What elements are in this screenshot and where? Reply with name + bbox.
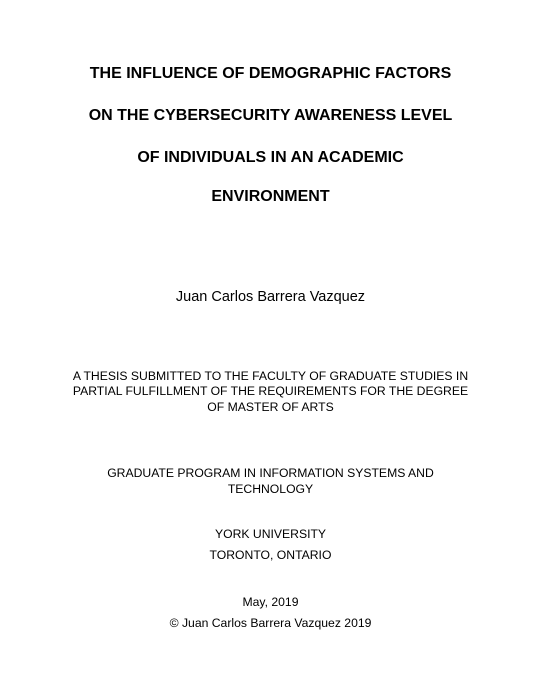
copyright-notice: © Juan Carlos Barrera Vazquez 2019 bbox=[169, 616, 372, 630]
program-line-2: TECHNOLOGY bbox=[227, 482, 314, 496]
title-line-2: ON THE CYBERSECURITY AWARENESS LEVEL bbox=[88, 107, 453, 124]
statement-line-2: PARTIAL FULFILLMENT OF THE REQUIREMENTS FOR THE DEGREE bbox=[72, 384, 469, 398]
title-line-1: THE INFLUENCE OF DEMOGRAPHIC FACTORS bbox=[89, 65, 452, 82]
title-line-4: ENVIRONMENT bbox=[211, 188, 330, 205]
statement-line-1: A THESIS SUBMITTED TO THE FACULTY OF GRADUATE STUDIES IN bbox=[72, 369, 469, 383]
submission-date: May, 2019 bbox=[242, 595, 299, 609]
program-line-1: GRADUATE PROGRAM IN INFORMATION SYSTEMS AND bbox=[107, 466, 434, 480]
statement-line-3: OF MASTER OF ARTS bbox=[207, 400, 334, 414]
university-location: TORONTO, ONTARIO bbox=[209, 548, 332, 562]
author-name: Juan Carlos Barrera Vazquez bbox=[175, 289, 366, 305]
university-name: YORK UNIVERSITY bbox=[214, 527, 327, 541]
title-line-3: OF INDIVIDUALS IN AN ACADEMIC bbox=[137, 149, 404, 166]
